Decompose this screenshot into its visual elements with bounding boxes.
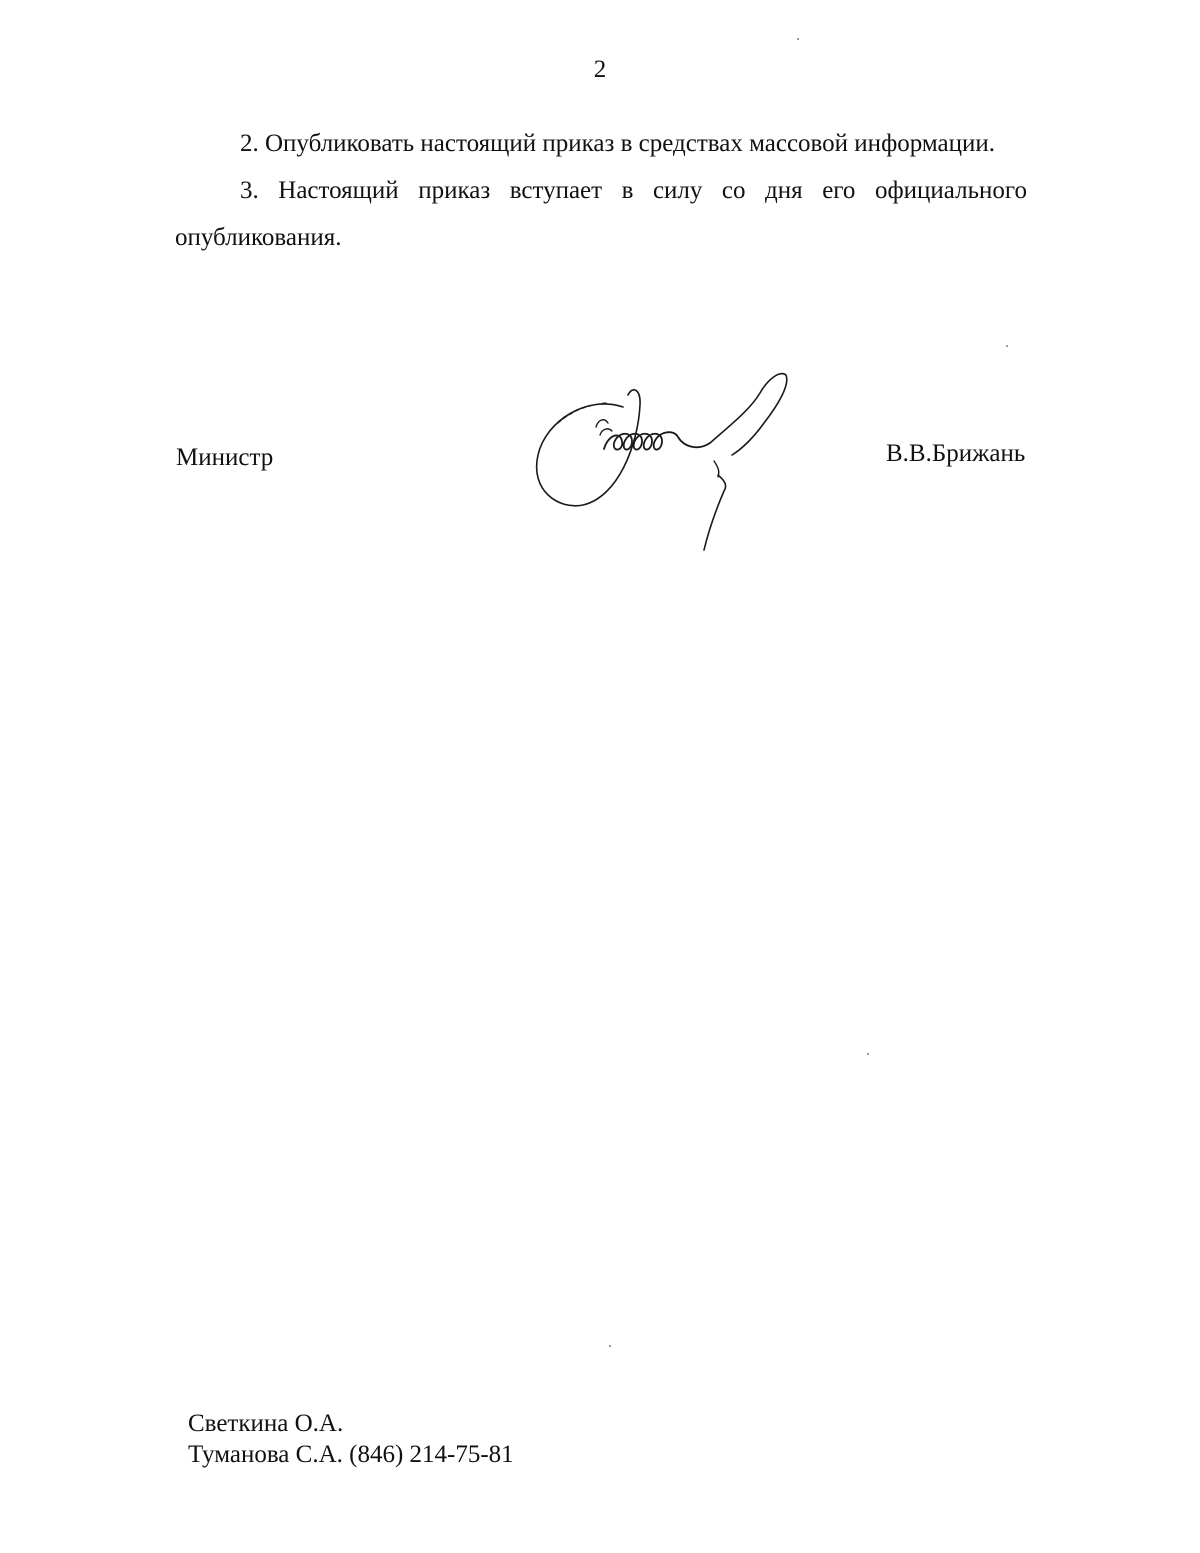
scan-speck: [797, 38, 799, 40]
scan-speck: [609, 1345, 611, 1347]
order-item-3: 3. Настоящий приказ вступает в силу со дня его официального опубликования.: [175, 177, 1027, 251]
executors-block: [188, 1408, 514, 1470]
signature-block: [0, 0, 1200, 600]
scan-speck: [867, 1053, 869, 1055]
signer-name: В.В.Брижань: [886, 440, 1026, 467]
scan-speck: [1006, 345, 1008, 347]
order-item-2: 2. Опубликовать настоящий приказ в средствах массовой информации.: [240, 130, 996, 157]
executor-line: Светкина О.А.: [188, 1410, 344, 1437]
page-number: 2: [593, 56, 607, 83]
executor-line: Туманова С.А. (846) 214-75-81: [188, 1441, 514, 1468]
signer-position: Министр: [176, 444, 274, 471]
handwritten-signature-icon: [528, 365, 798, 565]
